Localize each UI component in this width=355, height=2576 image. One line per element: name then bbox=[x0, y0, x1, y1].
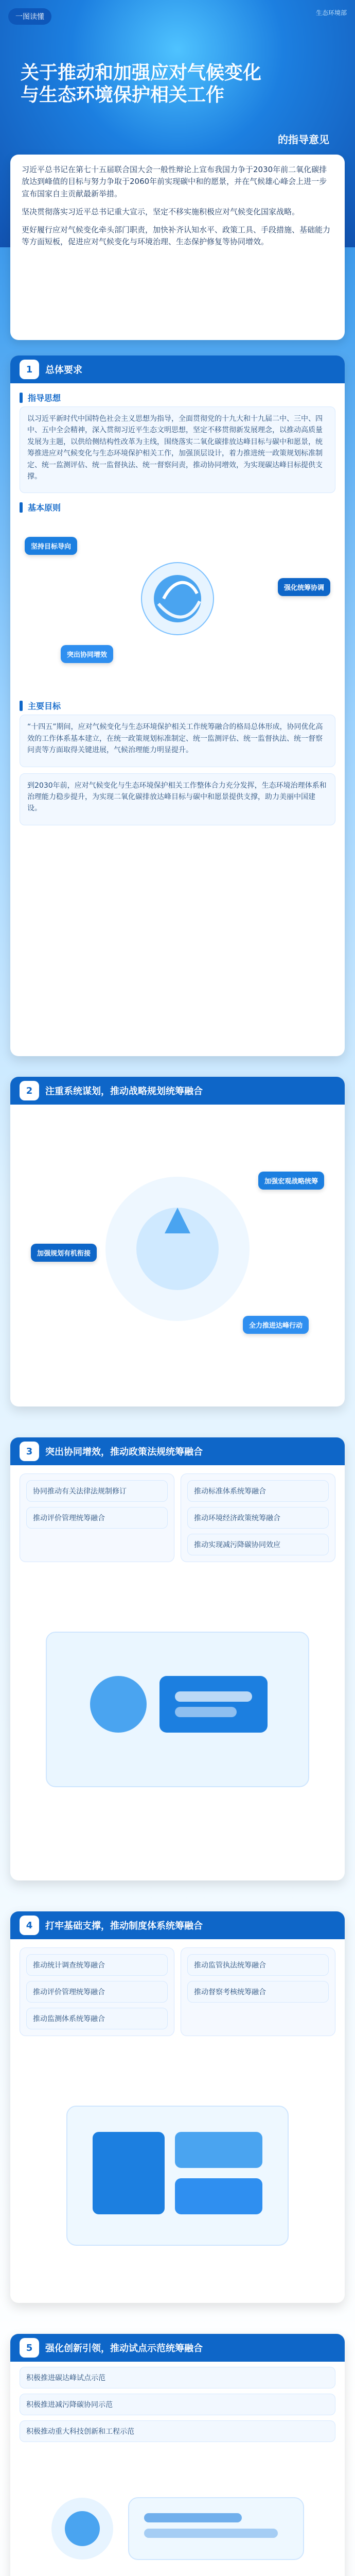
section-1-title: 总体要求 bbox=[45, 365, 82, 376]
principles-diagram bbox=[20, 516, 335, 691]
section-1-subheading-guiding bbox=[20, 392, 335, 403]
s4-item-3: 推动监测体系统筹融合 bbox=[26, 2008, 168, 2029]
section-1-sub1: 指导思想 bbox=[28, 393, 61, 403]
principle-3: 突出协同增效 bbox=[61, 645, 113, 663]
section-1-number: 1 bbox=[20, 360, 39, 379]
guiding-text bbox=[20, 406, 335, 493]
s5-item-3: 积极推动重大科技创新和工程示范 bbox=[20, 2420, 335, 2442]
s4-right-card bbox=[181, 1947, 335, 2036]
section-4-title: 打牢基础支撑，推动制度体系统筹融合 bbox=[45, 1921, 203, 1931]
section-1-header bbox=[10, 355, 345, 383]
guiding-paragraph: 以习近平新时代中国特色社会主义思想为指导，全面贯彻党的十九大和十九届二中、三中、四中、五中全会精神，深入贯彻习近平生态文明思想，坚定不移贯彻新发展理念，以推动高质量发展为主题，以供给侧结构性改革为主线，围绕落实二氧化碳排放达峰目标与碳中和愿景，统筹推进应对气候变化与生态环境保护相关工作，加强顶层设计，着力推进统一政策规划标准制定、统一监测评估、统一监督执法、统一督察问责，推动协同增效，为实现碳达峰目标提供支撑。 bbox=[27, 415, 323, 481]
section-3-illustration bbox=[10, 1570, 345, 1838]
intro-card bbox=[10, 155, 345, 340]
subheading-marker bbox=[20, 701, 23, 711]
section-4-illustration bbox=[10, 2044, 345, 2292]
intro-paragraph-1: 习近平总书记在第七十五届联合国大会一般性辩论上宣布我国力争于2030年前二氧化碳排放达到峰值的目标与努力争取于2060年前实现碳中和的愿景，并在气候雄心峰会上进一步宣布国家自主贡献最新举措。 bbox=[22, 165, 327, 198]
s3-item-5: 推动实现减污降碳协同效应 bbox=[187, 1534, 329, 1555]
section-2-number: 2 bbox=[20, 1081, 39, 1100]
s4-left-card bbox=[20, 1947, 174, 2036]
hero-tag: 一图读懂 bbox=[8, 8, 51, 25]
s3-right-card bbox=[181, 1473, 335, 1562]
s5-item-1: 积极推进碳达峰试点示范 bbox=[20, 2367, 335, 2388]
section-5-title: 强化创新引领，推动试点示范统筹融合 bbox=[45, 2343, 203, 2354]
section-4-number: 4 bbox=[20, 1916, 39, 1935]
hero-title-line-2: 与生态环境保护相关工作 bbox=[21, 84, 225, 106]
hero-brand: 生态环境部 bbox=[315, 9, 347, 16]
section-4-columns bbox=[10, 1939, 345, 2044]
section-1-subheading-goals bbox=[20, 700, 335, 711]
section-4-header bbox=[10, 1911, 345, 1939]
section-5 bbox=[10, 2334, 345, 2576]
s4-item-4: 推动监管执法统筹融合 bbox=[187, 1954, 329, 1976]
s2-item-1: 加强宏观战略统筹 bbox=[258, 1172, 324, 1190]
s3-left-card bbox=[20, 1473, 174, 1562]
section-5-header bbox=[10, 2334, 345, 2362]
s3-item-3: 推动标准体系统筹融合 bbox=[187, 1480, 329, 1502]
principle-2: 强化统筹协调 bbox=[278, 578, 330, 596]
section-3-number: 3 bbox=[20, 1442, 39, 1461]
s2-item-3: 全力推进达峰行动 bbox=[243, 1316, 309, 1334]
s4-right-list bbox=[187, 1954, 329, 2003]
s3-left-list bbox=[26, 1480, 168, 1529]
s3-item-4: 推动环境经济政策统筹融合 bbox=[187, 1507, 329, 1529]
intro-paragraph-3: 更好履行应对气候变化牵头部门职责，加快补齐认知水平、政策工具、手段措施、基础能力等方面短板，促进应对气候变化与环境治理、生态保护修复等协同增效。 bbox=[22, 225, 331, 247]
s3-right-list bbox=[187, 1480, 329, 1555]
section-1-sub2: 基本原则 bbox=[28, 503, 61, 513]
s2-item-2: 加强规划有机衔接 bbox=[31, 1244, 97, 1262]
subheading-marker bbox=[20, 502, 23, 513]
section-2-title: 注重系统谋划，推动战略规划统筹融合 bbox=[45, 1086, 203, 1097]
principle-1: 坚持目标导向 bbox=[25, 537, 77, 555]
hero-subtitle: 的指导意见 bbox=[278, 133, 329, 146]
s5-item-2: 积极推进减污降碳协同示范 bbox=[20, 2394, 335, 2415]
goal-paragraph-1: “十四五”期间，应对气候变化与生态环境保护相关工作统筹融合的格局总体形成，协同优化高效的工作体系基本建立，在统一政策规划标准制定、统一监测评估、统一监督执法、统一督察问责等方面取得关键进展，气候治理能力明显提升。 bbox=[27, 723, 323, 755]
s4-item-5: 推动督察考核统筹融合 bbox=[187, 1981, 329, 2003]
goals-text-2 bbox=[20, 773, 335, 825]
section-2 bbox=[10, 1077, 345, 1406]
intro-paragraph-2: 坚决贯彻落实习近平总书记重大宣示，坚定不移实施积极应对气候变化国家战略。 bbox=[22, 207, 300, 216]
section-3-header bbox=[10, 1437, 345, 1465]
hero-title bbox=[21, 62, 334, 106]
s3-item-2: 推动评价管理统筹融合 bbox=[26, 1507, 168, 1529]
section-1-subheading-principles bbox=[20, 501, 335, 513]
hero-title-line-1: 关于推动和加强应对气候变化 bbox=[21, 62, 262, 83]
section-3-columns bbox=[10, 1465, 345, 1570]
s4-item-1: 推动统计调查统筹融合 bbox=[26, 1954, 168, 1976]
section-5-number: 5 bbox=[20, 2338, 39, 2358]
goal-paragraph-2: 到2030年前，应对气候变化与生态环境保护相关工作整体合力充分发挥，生态环境治理体系和治理能力稳步提升，为实现二氧化碳排放达峰目标与碳中和愿景提供支撑，助力美丽中国建设。 bbox=[27, 781, 327, 813]
section-1-sub3: 主要目标 bbox=[28, 701, 61, 711]
section-3-title: 突出协同增效，推动政策法规统筹融合 bbox=[45, 1447, 203, 1458]
section-5-list bbox=[10, 2362, 345, 2451]
goals-text-1 bbox=[20, 715, 335, 767]
section-2-diagram bbox=[10, 1105, 345, 1393]
section-2-header bbox=[10, 1077, 345, 1105]
s4-left-list bbox=[26, 1954, 168, 2029]
section-5-illustration bbox=[10, 2451, 345, 2576]
s4-item-2: 推动评价管理统筹融合 bbox=[26, 1981, 168, 2003]
subheading-marker bbox=[20, 393, 23, 403]
section-4 bbox=[10, 1911, 345, 2303]
section-3 bbox=[10, 1437, 345, 1880]
s3-item-1: 协同推动有关法律法规制修订 bbox=[26, 1480, 168, 1502]
section-1 bbox=[10, 355, 345, 1056]
